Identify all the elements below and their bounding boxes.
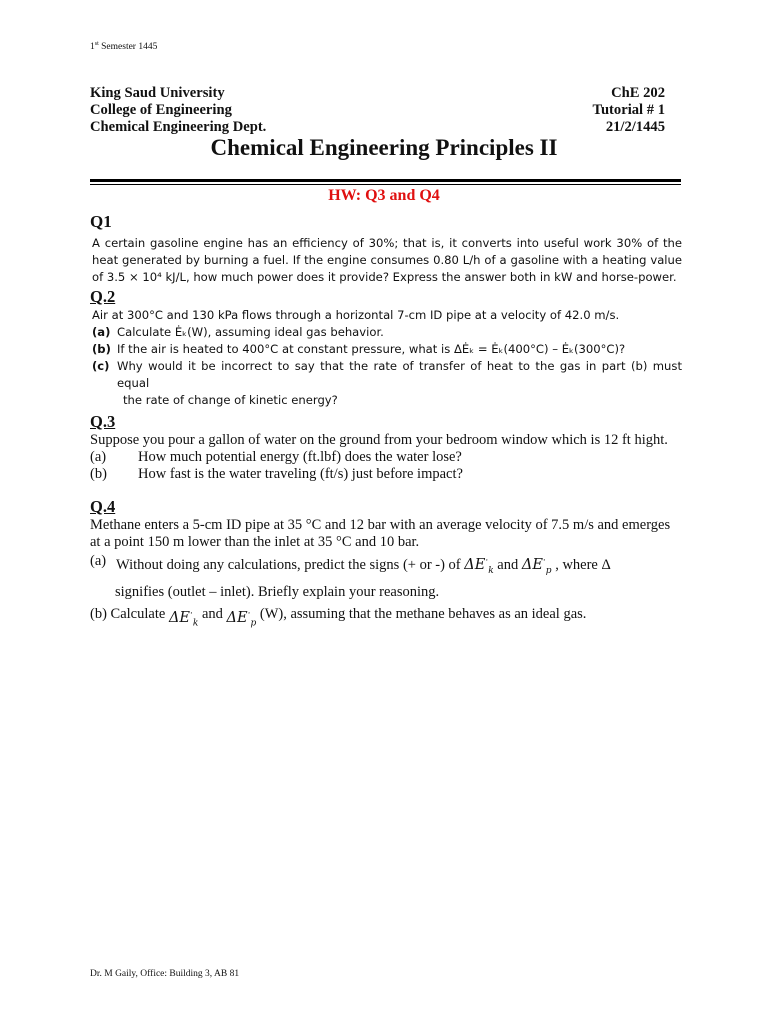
q2-item-c-cont: the rate of change of kinetic energy? [123, 393, 338, 407]
course-code: ChE 202 [611, 85, 665, 101]
semester-label: 1st Semester 1445 [90, 41, 158, 53]
q4-intro: Methane enters a 5-cm ID pipe at 35 °C and 12 bar with an average velocity of 7.5 m/s and emerges at a point 150 m lower than the inlet at 35 °C and 10 bar. [90, 517, 671, 550]
q2-item-c: (c) Why would it be incorrect to say that the rate of transfer of heat to the gas in part (b) must equal [92, 359, 682, 390]
delta-ep-symbol: $\Delta E^\cdot_p$ [521, 556, 552, 576]
question-list [90, 206, 682, 632]
q4-items [90, 553, 682, 632]
homework-title: HW: Q3 and Q4 [328, 187, 440, 204]
q2-item-b: (b) If the air is heated to 400°C at constant pressure, what is ΔĖₖ = Ėₖ(400°C) – Ėₖ(300°C)? [92, 342, 626, 356]
q3-intro: Suppose you pour a gallon of water on the ground from your bedroom window which is 12 ft hight. [90, 432, 668, 448]
q4-item-a: (a) Without doing any calculations, predict the signs (+ or -) of $\Delta E^\cdot_k$ and $\Delta E^\cdot_p$ , where Δ [90, 553, 611, 576]
delta-ek-symbol: $\Delta E^\cdot_k$ [168, 608, 199, 629]
department-name: Chemical Engineering Dept. [90, 119, 267, 135]
q1-heading: Q1 [90, 212, 112, 231]
delta-ek-symbol: $\Delta E^\cdot_k$ [464, 556, 494, 576]
q3-items [90, 449, 682, 483]
document-header [90, 85, 665, 136]
q4-item-b: (b) Calculate $\Delta E^\cdot_k$ and $\Delta E^\cdot_p$ (W), assuming that the methane behaves as an ideal gas. [90, 606, 682, 633]
tutorial-number: Tutorial # 1 [592, 102, 665, 118]
delta-ep-symbol: $\Delta E^\cdot_p$ [226, 608, 257, 629]
q2-heading: Q.2 [90, 287, 116, 306]
university-name: King Saud University [90, 85, 225, 101]
document-title: Chemical Engineering Principles II [210, 135, 558, 160]
q2-item-a: (a) Calculate Ėₖ(W), assuming ideal gas behavior. [92, 325, 384, 339]
q2-intro: Air at 300°C and 130 kPa flows through a horizontal 7-cm ID pipe at a velocity of 42.0 m/s. [92, 308, 620, 322]
title-rule-thin [90, 184, 681, 185]
q3-heading: Q.3 [90, 412, 116, 431]
q2-block [92, 307, 682, 409]
footer-text: Dr. M Gaily, Office: Building 3, AB 81 [90, 969, 240, 979]
title-rule-thick [90, 179, 681, 182]
q4-heading: Q.4 [90, 497, 116, 516]
college-name: College of Engineering [90, 102, 232, 118]
q3-item-b: (b) How fast is the water traveling (ft/s) just before impact? [90, 466, 463, 482]
q1-text: A certain gasoline engine has an efficiency of 30%; that is, it converts into useful work 30% of the heat generated by burning a fuel. If the engine consumes 0.80 L/h of a gasoline with a heating value of 3.5 × 10⁴ kJ/L, how much power does it provide? Express the answer both in kW and horse-power. [92, 236, 682, 284]
q4-item-a-cont: signifies (outlet – inlet). Briefly explain your reasoning. [115, 583, 440, 600]
q3-item-a: (a) How much potential energy (ft.lbf) does the water lose? [90, 449, 462, 465]
document-date: 21/2/1445 [605, 119, 665, 135]
